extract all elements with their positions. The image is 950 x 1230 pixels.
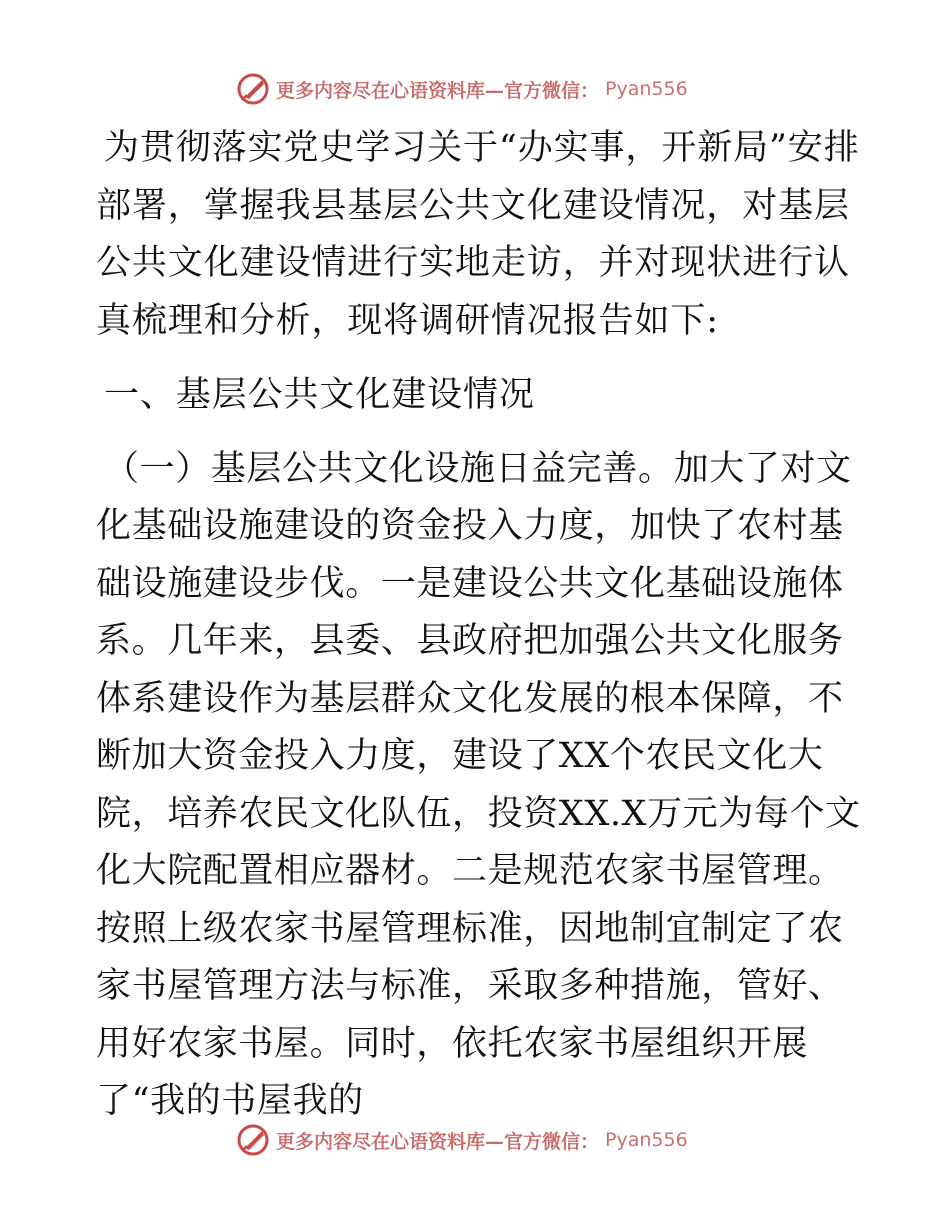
watermark-text: 更多内容尽在心语资料库—官方微信： — [276, 79, 600, 102]
section-paragraph: （一）基层公共文化设施日益完善。加大了对文化基础设施建设的资金投入力度，加快了农村基础设施建设步伐。一是建设公共文化基础设施体系。几年来，县委、县政府把加强公共文化服务体系建设作为基层群众文化发展的根本保障，不断加大资金投入力度，建设了XX个农民文化大院，培养农民文化队伍，投资XX.X万元为每个文化大院配置相应器材。二是规范农家书屋管理。按照上级农家书屋管理标准，因地制宜制定了农家书屋管理方法与标准，采取多种措施，管好、用好农家书屋。同时，依托农家书屋组织开展了“我的书屋我的 — [96, 448, 861, 1121]
footer-watermark — [236, 1122, 756, 1158]
quill-logo-icon — [236, 72, 270, 106]
watermark-account: Pyan556 — [605, 78, 688, 100]
intro-paragraph: 为贯彻落实党史学习关于“办实事，开新局”安排部署，掌握我县基层公共文化建设情况，对基层公共文化建设情进行实地走访，并对现状进行认真梳理和分析，现将调研情况报告如下: — [96, 128, 860, 341]
header-watermark — [236, 71, 756, 107]
section-heading: 一、基层公共文化建设情况 — [104, 375, 535, 415]
quill-logo-icon — [236, 1123, 270, 1157]
document-body — [96, 120, 866, 1131]
watermark-text: 更多内容尽在心语资料库—官方微信： — [276, 1130, 600, 1153]
watermark-account: Pyan556 — [605, 1129, 688, 1151]
